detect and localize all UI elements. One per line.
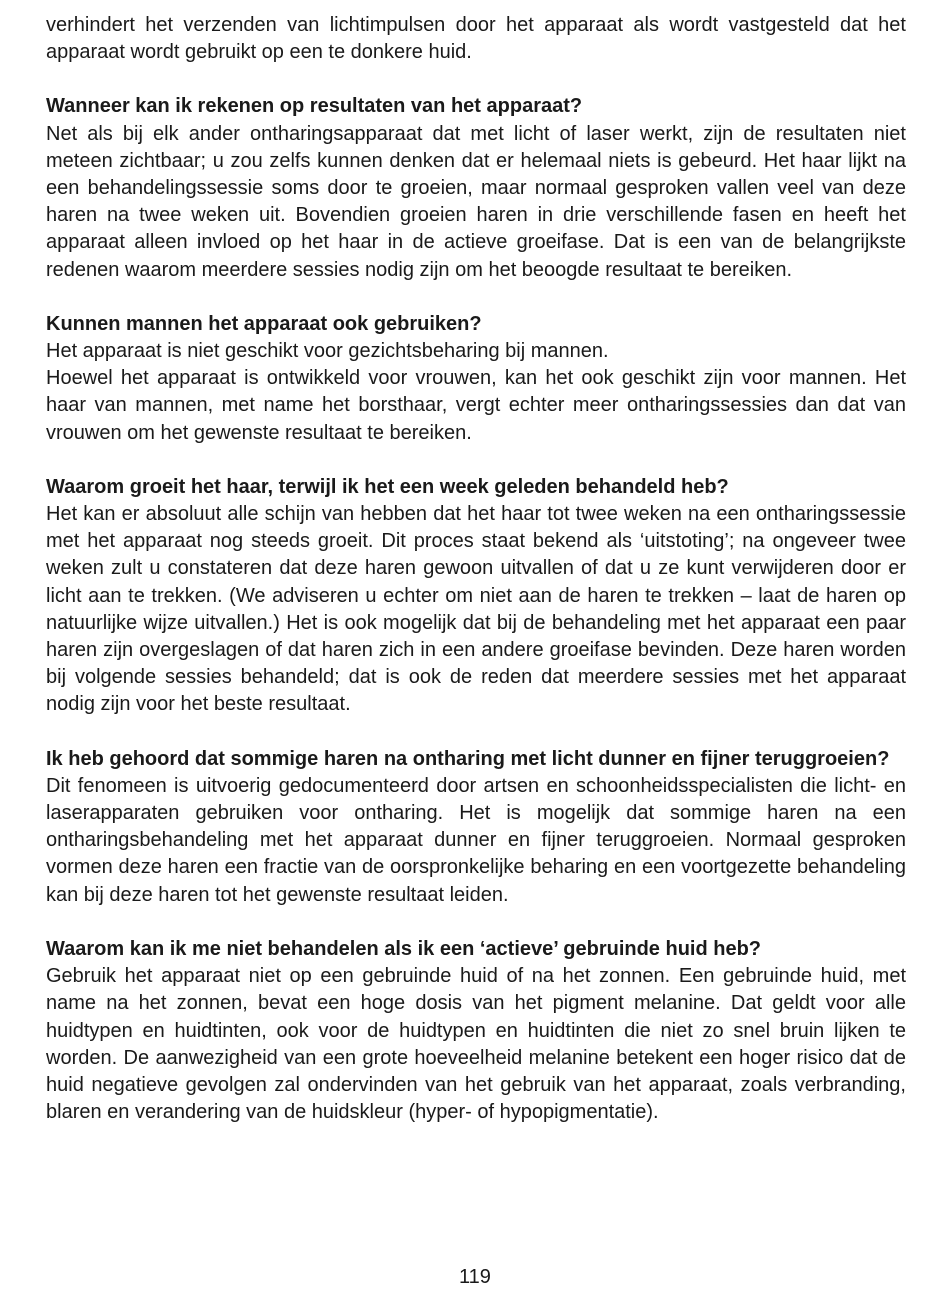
section-paragraph: Gebruik het apparaat niet op een gebruinde huid of na het zonnen. Een gebruinde huid, met name na het zonnen, bevat een hoge dosis van het pigment melanine. Dat geldt voor alle huidtypen en huidtinten, ook voor de huidtypen en huidtinten die niet zo snel bruin lijken te worden. De aanwezigheid van een grote hoeveelheid melanine betekent een hoger risico dat de huid negatieve gevolgen zal ondervinden van het gebruik van het apparaat, zoals verbranding, blaren en verandering van de huidskleur (hyper- of hypopigmentatie). [46,965,906,1124]
faq-section-results [46,93,906,283]
section-heading: Ik heb gehoord dat sommige haren na ontharing met licht dunner en fijner teruggroeien? [46,747,890,770]
section-paragraph: Dit fenomeen is uitvoerig gedocumenteerd door artsen en schoonheidsspecialisten die licht- en laserapparaten gebruiken voor ontharing. Het is mogelijk dat sommige haren na een ontharingsbehandeling met het apparaat dunner en fijner teruggroeien. Normaal gesproken vormen deze haren een fractie van de oorspronkelijke beharing en een voortgezette behandeling kan bij deze haren tot het gewenste resultaat leiden. [46,774,906,906]
faq-section-tanned-skin [46,936,906,1126]
faq-section-men [46,311,906,447]
faq-section-thinner-hair [46,746,906,909]
document-page [46,12,906,1126]
page-number: 119 [459,1266,491,1288]
section-paragraph: Het apparaat is niet geschikt voor gezichtsbeharing bij mannen. [46,340,609,363]
intro-paragraph: verhindert het verzenden van lichtimpulsen door het apparaat als wordt vastgesteld dat het apparaat wordt gebruikt op een te donkere huid. [46,14,906,64]
section-heading: Wanneer kan ik rekenen op resultaten van het apparaat? [46,95,583,118]
section-heading: Kunnen mannen het apparaat ook gebruiken? [46,312,482,335]
faq-section-regrowth [46,474,906,719]
section-paragraph: Net als bij elk ander ontharingsapparaat dat met licht of laser werkt, zijn de resultaten niet meteen zichtbaar; u zou zelfs kunnen denken dat er helemaal niets is gebeurd. Het haar lijkt na een behandelingssessie soms door te groeien, maar normaal gesproken vallen veel van deze haren na twee weken uit. Bovendien groeien haren in drie verschillende fasen en heeft het apparaat alleen invloed op het haar in de actieve groeifase. Dat is een van de belangrijkste redenen waarom meerdere sessies nodig zijn om het beoogde resultaat te bereiken. [46,122,906,281]
section-paragraph: Het kan er absoluut alle schijn van hebben dat het haar tot twee weken na een ontharingssessie met het apparaat nog steeds groeit. Dit proces staat bekend als ‘uitstoting’; na ongeveer twee weken zult u constateren dat deze haren gewoon uitvallen of dat u ze kunt verwijderen door er licht aan te trekken. (We adviseren u echter om niet aan de haren te trekken – laat de haren op natuurlijke wijze uitvallen.) Het is ook mogelijk dat bij de behandeling met het apparaat een paar haren zijn overgeslagen of dat haren zich in een andere groeifase bevinden. Deze haren worden bij volgende sessies behandeld; dat is ook de reden dat meerdere sessies met het apparaat nodig zijn voor het beste resultaat. [46,503,906,716]
section-paragraph: Hoewel het apparaat is ontwikkeld voor vrouwen, kan het ook geschikt zijn voor mannen. Het haar van mannen, met name het borsthaar, vergt echter meer ontharingssessies dan dat van vrouwen om het gewenste resultaat te bereiken. [46,367,906,444]
section-heading: Waarom groeit het haar, terwijl ik het een week geleden behandeld heb? [46,475,729,498]
section-heading: Waarom kan ik me niet behandelen als ik een ‘actieve’ gebruinde huid heb? [46,937,762,960]
